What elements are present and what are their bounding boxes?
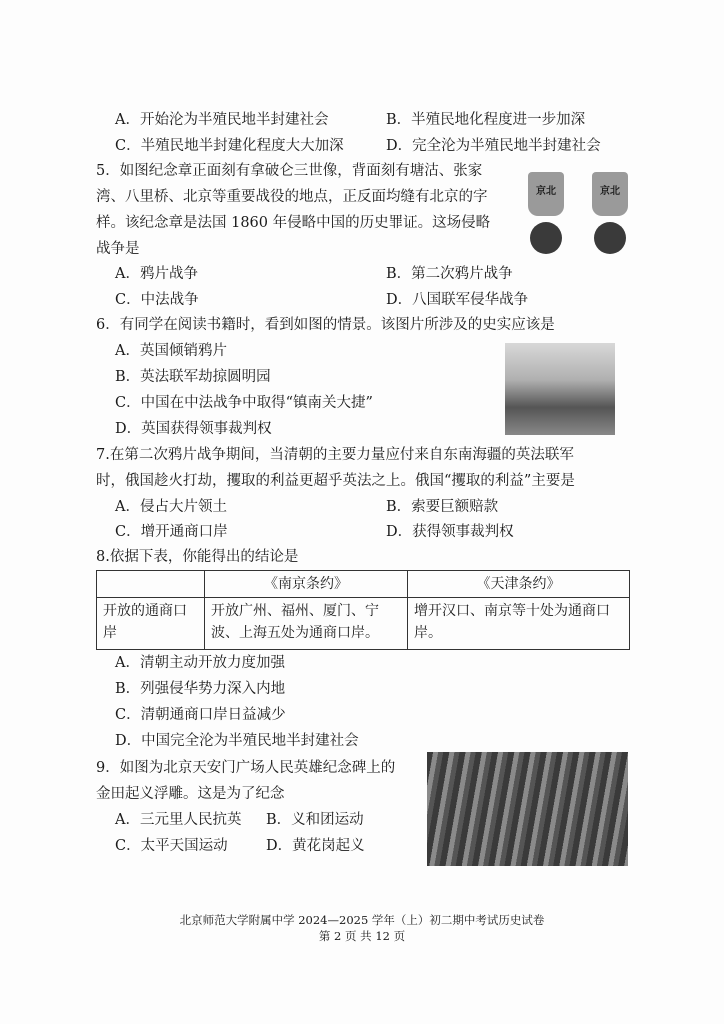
q4-option-a: A．开始沦为半殖民地半封建社会 — [115, 112, 329, 128]
q8-stem: 8.依据下表，你能得出的结论是 — [96, 549, 299, 565]
medal-front-image: 京北 — [528, 172, 568, 264]
q4-option-d: D．完全沦为半殖民地半封建社会 — [386, 138, 601, 154]
q5-option-d: D．八国联军侵华战争 — [386, 292, 529, 308]
table-cell: 增开汉口、南京等十处为通商口岸。 — [408, 598, 630, 650]
q7-option-d: D．获得领事裁判权 — [386, 524, 514, 540]
jintian-uprising-relief-image — [427, 752, 628, 866]
q7-option-a: A．侵占大片领土 — [115, 499, 227, 515]
q7-option-b: B．索要巨额赔款 — [386, 499, 499, 515]
table-row-label: 开放的通商口岸 — [97, 598, 205, 650]
table-header — [97, 571, 205, 598]
q5-option-c: C．中法战争 — [115, 292, 199, 308]
q4-option-c: C．半殖民地半封建化程度大大加深 — [115, 138, 344, 154]
table-header: 《南京条约》 — [205, 571, 408, 598]
treaty-comparison-table — [96, 570, 630, 650]
q7-stem: 时，俄国趁火打劫，攫取的利益更超乎英法之上。俄国“攫取的利益”主要是 — [96, 473, 575, 489]
table-header: 《天津条约》 — [408, 571, 630, 598]
q7-option-c: C．增开通商口岸 — [115, 524, 228, 540]
q8-option-c: C．清朝通商口岸日益减少 — [115, 707, 286, 723]
q6-option-c: C．中国在中法战争中取得“镇南关大捷” — [115, 395, 373, 411]
q5-stem: 5．如图纪念章正面刻有拿破仑三世像，背面刻有塘沽、张家 — [96, 163, 483, 179]
q9-stem: 9．如图为北京天安门广场人民英雄纪念碑上的 — [96, 760, 396, 776]
q8-option-b: B．列强侵华势力深入内地 — [115, 681, 286, 697]
q8-option-d: D．中国完全沦为半殖民地半封建社会 — [115, 733, 359, 749]
q6-stem: 6．有同学在阅读书籍时，看到如图的情景。该图片所涉及的史实应该是 — [96, 317, 555, 333]
table-cell: 开放广州、福州、厦门、宁波、上海五处为通商口岸。 — [205, 598, 408, 650]
q9-option-a: A．三元里人民抗英 — [115, 812, 242, 828]
footer-title: 北京师范大学附属中学 2024—2025 学年（上）初二期中考试历史试卷 — [179, 913, 545, 927]
q4-option-b: B．半殖民地化程度进一步加深 — [386, 112, 586, 128]
q7-stem: 7.在第二次鸦片战争期间，当清朝的主要力量应付来自东南海疆的英法联军 — [96, 447, 574, 463]
q9-stem: 金田起义浮雕。这是为了纪念 — [96, 786, 285, 802]
q5-option-a: A．鸦片战争 — [115, 266, 198, 282]
q5-option-b: B．第二次鸦片战争 — [386, 266, 513, 282]
q9-option-d: D．黄花岗起义 — [266, 838, 365, 854]
q8-option-a: A．清朝主动开放力度加强 — [115, 655, 285, 671]
q9-option-c: C．太平天国运动 — [115, 838, 228, 854]
q9-option-b: B．义和团运动 — [266, 812, 364, 828]
yuanmingyuan-ruins-image — [505, 343, 615, 435]
medal-back-image: 京北 — [592, 172, 632, 264]
q5-stem: 样。该纪念章是法国 1860 年侵略中国的历史罪证。这场侵略 — [96, 215, 491, 231]
q6-option-b: B．英法联军劫掠圆明园 — [115, 369, 271, 385]
q6-option-a: A．英国倾销鸦片 — [115, 343, 227, 359]
q6-option-d: D．英国获得领事裁判权 — [115, 421, 272, 437]
page-number: 第 2 页 共 12 页 — [318, 929, 406, 943]
q5-stem: 湾、八里桥、北京等重要战役的地点，正反面均缝有北京的字 — [96, 189, 488, 205]
q5-stem: 战争是 — [96, 241, 140, 257]
